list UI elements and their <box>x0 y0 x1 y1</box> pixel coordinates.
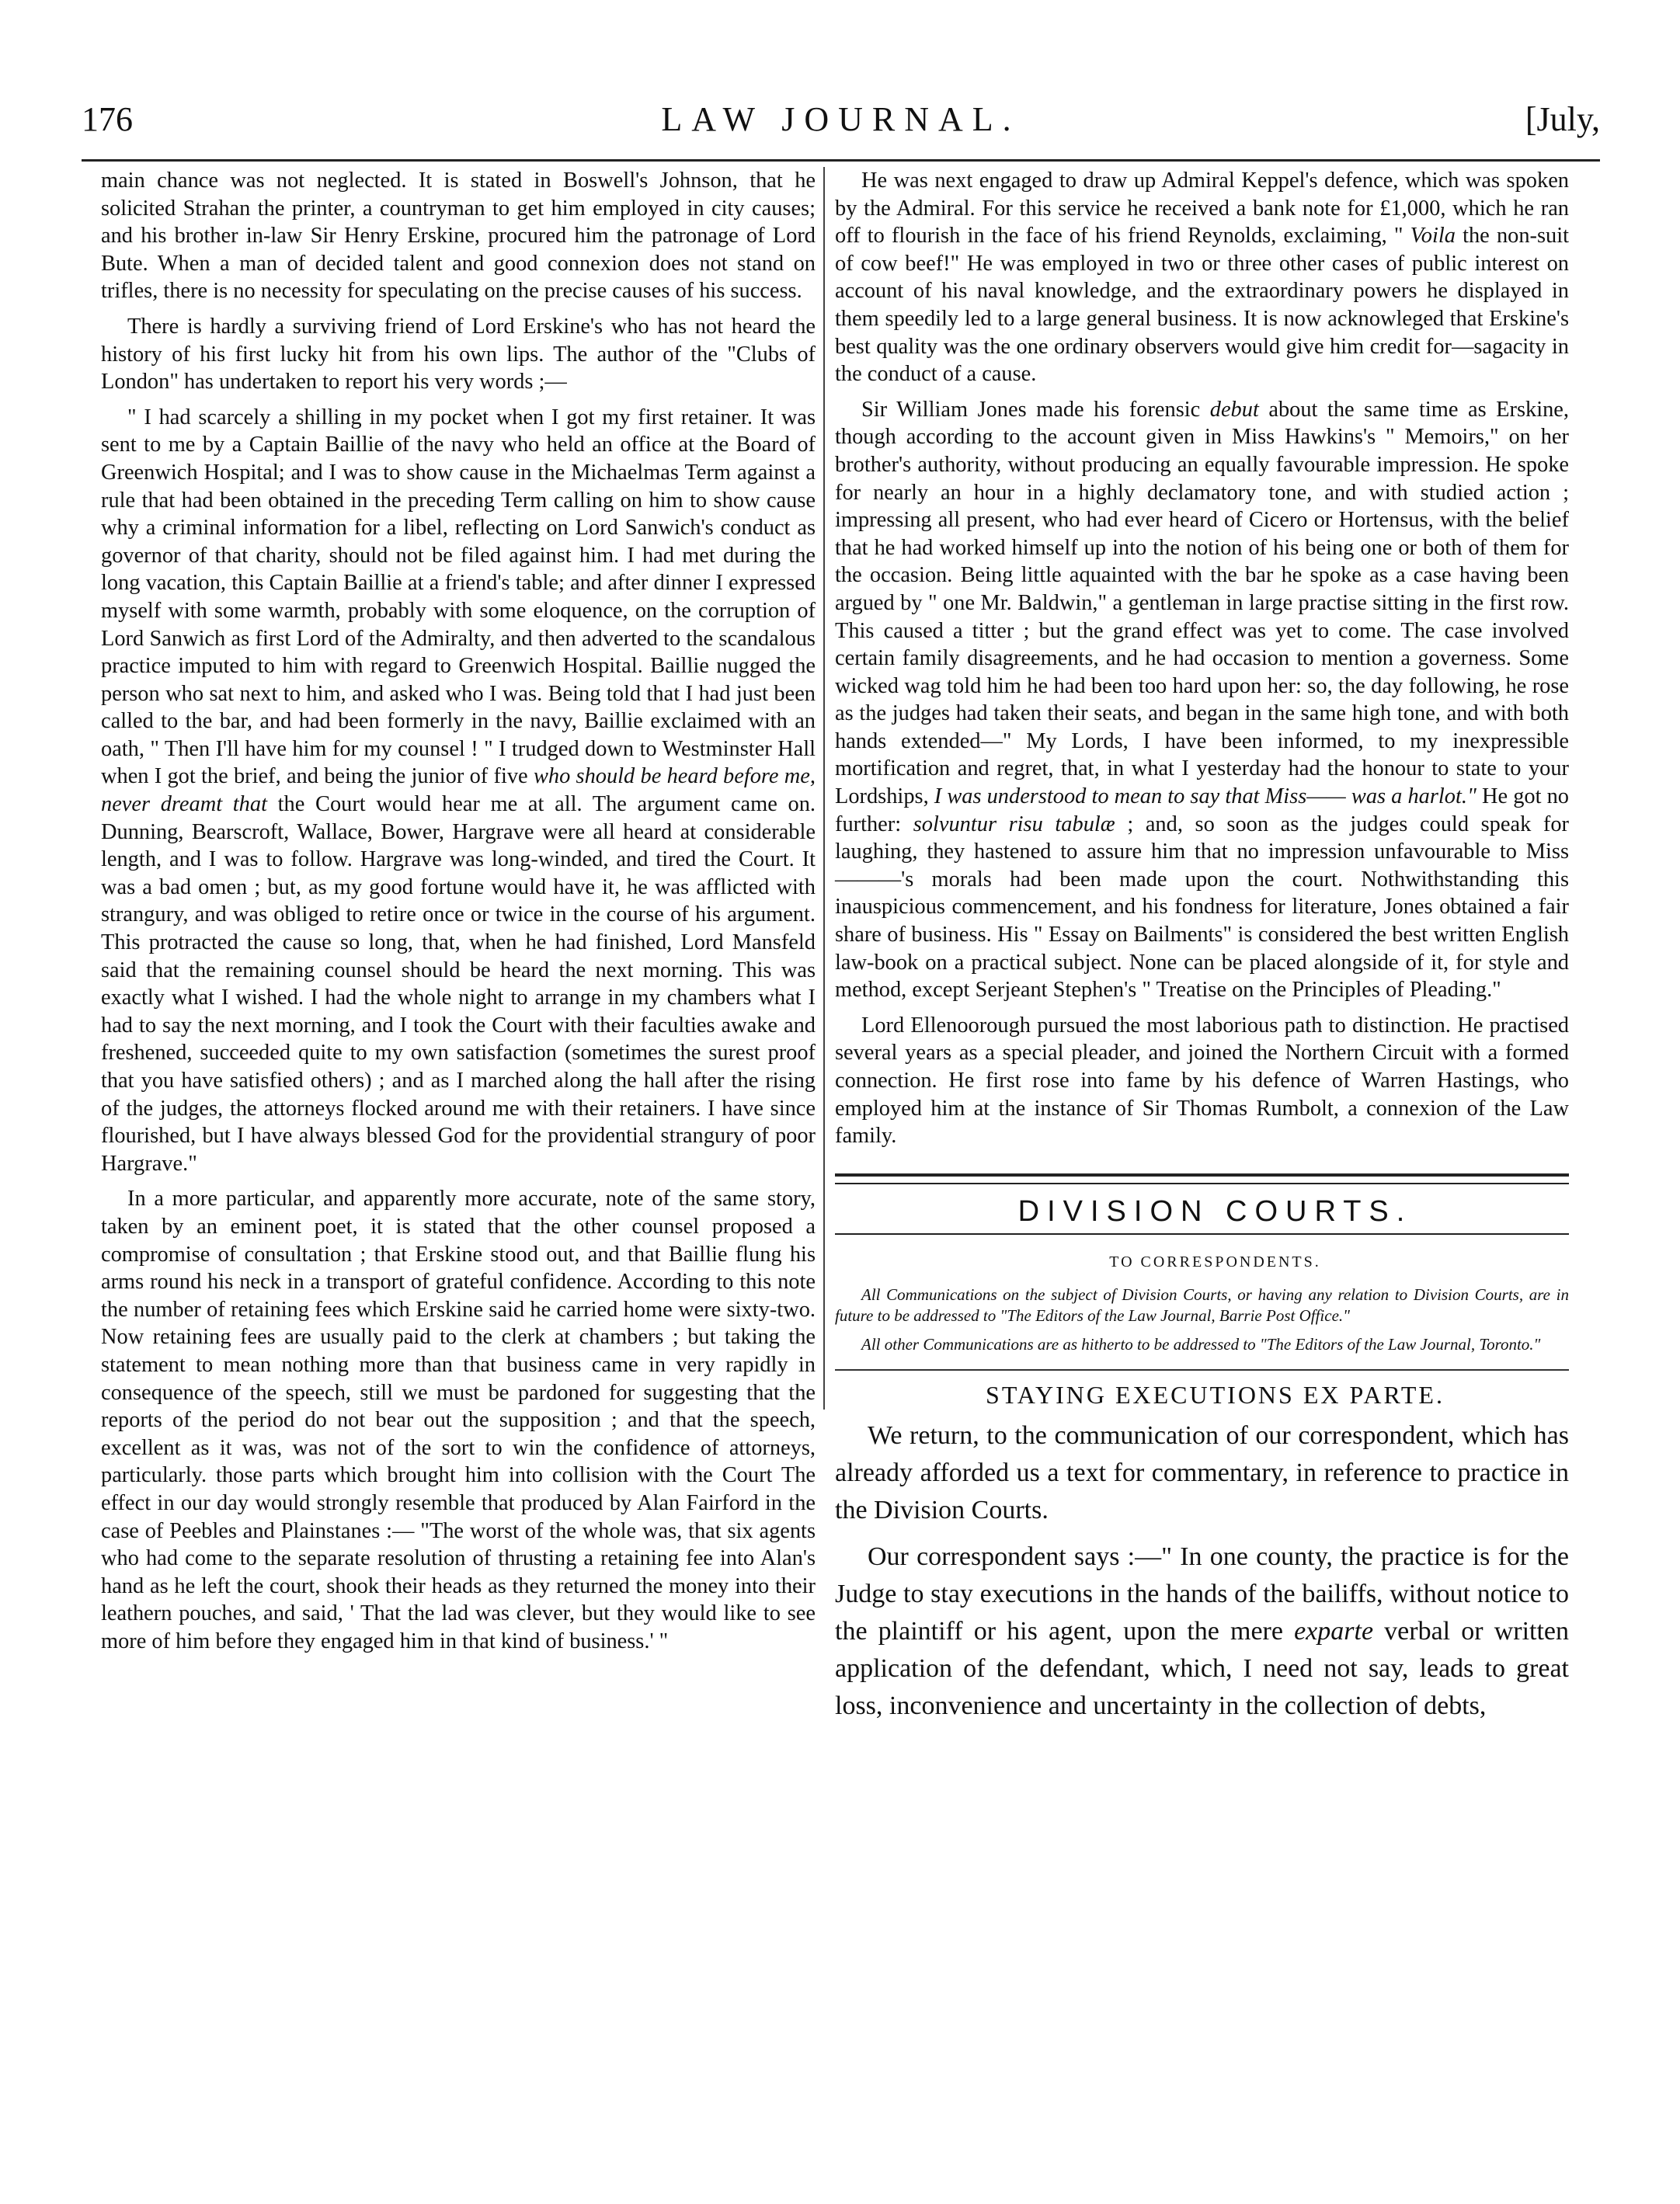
page-number: 176 <box>82 100 133 138</box>
notice: All other Communications are as hitherto to be addressed to "The Editors of the Law Journal, Toronto." <box>861 1334 1541 1354</box>
section-rule-thin <box>835 1183 1569 1184</box>
paragraph: Sir William Jones made his forensic debut about the same time as Erskine, though according to the account given in Miss Hawkins's " Memoirs," on her brother's authority, without producing an equally favourable impression. He spoke for nearly an hour in a highly declamatory tone, and with studied action ; impressing all present, who had ever heard of Cicero or Hortensus, with the belief that he had worked himself up into the notion of his being one or both of them for the occasion. Being little aquainted with the bar he spoke as a case having been argued by " one Mr. Baldwin," a gentleman in large practise sitting in the first row. This caused a titter ; but the grand effect was yet to come. The case involved certain family disagreements, and he had occasion to mention a governess. Some wicked wag told him he had been too hard upon her: so, the day following, he rose as the judges had taken their seats, and began in the same high tone, and with both hands extended—" My Lords, I have been informed, to my inexpressible mortification and regret, that, in what I yesterday had the honour to state to your Lordships, I was understood to mean to say that Miss—— was a harlot." He got no further: solvuntur risu tabulæ ; and, so soon as the judges could speak for laughing, they hastened to assure him that no impression unfavourable to Miss ———'s morals had been made upon the court. Nothwithstanding this inauspicious commencement, and his fondness for literature, Jones obtained a fair share of business. His " Essay on Bailments" is considered the best written English law-book on a practical subject. None can be placed alongside of it, for style and method, except Serjeant Stephen's " Treatise on the Principles of Pleading." <box>835 397 1569 1003</box>
paragraph: In a more particular, and apparently more accurate, note of the same story, taken by an eminent poet, it is stated that the other counsel proposed a compromise of consultation ; that Erskine stood out, and that Baillie flung his arms round his neck in a transport of grateful confidence. According to this note the number of retaining fees which Erskine said he carried home were sixty-two. Now retaining fees are usually paid to the clerk at chambers ; but taking the statement to mean nothing more than that business came in very rapidly in consequence of the speech, still we must be pardoned for suggesting that the reports of the period do not bear out the supposition ; and that the speech, excellent as it was, was not of the sort to win the confidence of attorneys, particularly. those parts which brought him into collision with the Court The effect in our day would strongly resemble that produced by Alan Fairford in the case of Peebles and Plainstanes :— "The worst of the whole was, that six agents who had come to the separate resolution of thrusting a retaining fee into Alan's hand as he left the court, shook their heads as they returned the money into their leathern pouches, and said, ' That the lad was clever, but they would like to see more of him before they engaged him in that kind of business.' " <box>101 1187 816 1653</box>
column-divider <box>823 167 825 1410</box>
notice: All Communications on the subject of Division Courts, or having any relation to Division Courts, are in future to be addressed to "The Editors of the Law Journal, Barrie Post Office." <box>835 1285 1569 1325</box>
article-paragraph: We return, to the communication of our correspondent, which has already afforded us a text for commentary, in reference to practice in the Division Courts. <box>835 1420 1569 1524</box>
paragraph: main chance was not neglected. It is stated in Boswell's Johnson, that he solicited Strahan the printer, a countryman to get him employed in city causes; and his brother in-law Sir Henry Erskine, procured him the patronage of Lord Bute. When a man of decided talent and good connexion does not stand on trifles, there is no necessity for speculating on the precise causes of his success. <box>101 169 816 304</box>
article-title: STAYING EXECUTIONS EX PARTE. <box>986 1380 1445 1409</box>
left-column <box>101 167 816 1663</box>
page-header <box>82 99 1600 154</box>
paragraph: Lord Ellenoorough pursued the most laborious path to distinction. He practised several years as a special pleader, and joined the Northern Circuit with a formed connection. He first rose into fame by his defence of Warren Hastings, who employed him at the instance of Sir Thomas Rumbolt, a connexion of the Law family. <box>835 1013 1569 1149</box>
section-title-rule <box>835 1233 1569 1235</box>
article-paragraph: Our correspondent says :—" In one county, the practice is for the Judge to stay executions in the hands of the bailiffs, without notice to the plaintiff or his agent, upon the mere exparte verbal or written application of the defendant, which, I need not say, leads to great loss, inconvenience and uncertainty in the collection of debts, <box>835 1542 1570 1720</box>
erskine-quote: " I had scarcely a shilling in my pocket when I got my first retainer. It was sent to me by a Captain Baillie of the navy who held an office at the Board of Greenwich Hospital; and I was to show cause in the Michaelmas Term against a rule that had been obtained in the preceding Term calling on him to show cause why a criminal information for a libel, reflecting on Lord Sanwich's conduct as governor of that charity, should not be filed against him. I had met during the long vacation, this Captain Baillie at a friend's table; and after dinner I expressed myself with some warmth, probably with some eloquence, on the corruption of Lord Sanwich as first Lord of the Admiralty, and then adverted to the scandalous practice imputed to him with regard to Greenwich Hospital. Baillie nugged the person who sat next to him, and asked who I was. Being told that I had just been called to the bar, and had been formerly in the navy, Baillie exclaimed with an oath, " Then I'll have him for my counsel ! " I trudged down to Westminster Hall when I got the brief, and being the junior of five who should be heard before me, never dreamt that the Court would hear me at all. The argument came on. Dunning, Bearscroft, Wallace, Bower, Hargrave were all heard at considerable length, and I was to follow. Hargrave was long-winded, and tired the Court. It was a bad omen ; but, as my good fortune would have it, he was afflicted with strangury, and was obliged to retire once or twice in the course of his argument. This protracted the cause so long, that, when he had finished, Lord Mansfeld said that the remaining counsel should be heard the next morning. This was exactly what I wished. I had the whole night to arrange in my chambers what I had to say the next morning, and I took the Court with their faculties awake and freshened, succeeded quite to my own satisfaction (sometimes the surest proof that you have satisfied others) ; and as I marched along the hall after the rising of the judges, the attorneys flocked around me with their retainers. I have since flourished, but I have always blessed God for the providential strangury of poor Hargrave." <box>101 405 816 1176</box>
journal-title: LAW JOURNAL. <box>661 100 1021 138</box>
to-correspondents-heading: TO CORRESPONDENTS. <box>1109 1253 1321 1271</box>
article-rule <box>835 1369 1569 1371</box>
running-month: [July, <box>1525 100 1600 138</box>
section-title: DIVISION COURTS. <box>1017 1194 1413 1228</box>
header-rule <box>82 159 1600 162</box>
paragraph: There is hardly a surviving friend of Lord Erskine's who has not heard the history of his first lucky hit from his own lips. The author of the "Clubs of London" has undertaken to report his very words ;— <box>101 314 816 395</box>
section-rule <box>835 1173 1569 1177</box>
paragraph: He was next engaged to draw up Admiral Keppel's defence, which was spoken by the Admiral. For this service he received a bank note for £1,000, which he ran off to flourish in the face of his friend Reynolds, exclaiming, " Voila the non-suit of cow beef!" He was employed in two or three other cases of public interest on account of his naval knowledge, and the extraordinary powers he displayed in them speedily led to a large general business. It is now acknowleged that Erskine's best quality was the one ordinary observers would give him credit for—sagacity in the conduct of a cause. <box>835 169 1569 387</box>
right-column <box>835 167 1569 1734</box>
